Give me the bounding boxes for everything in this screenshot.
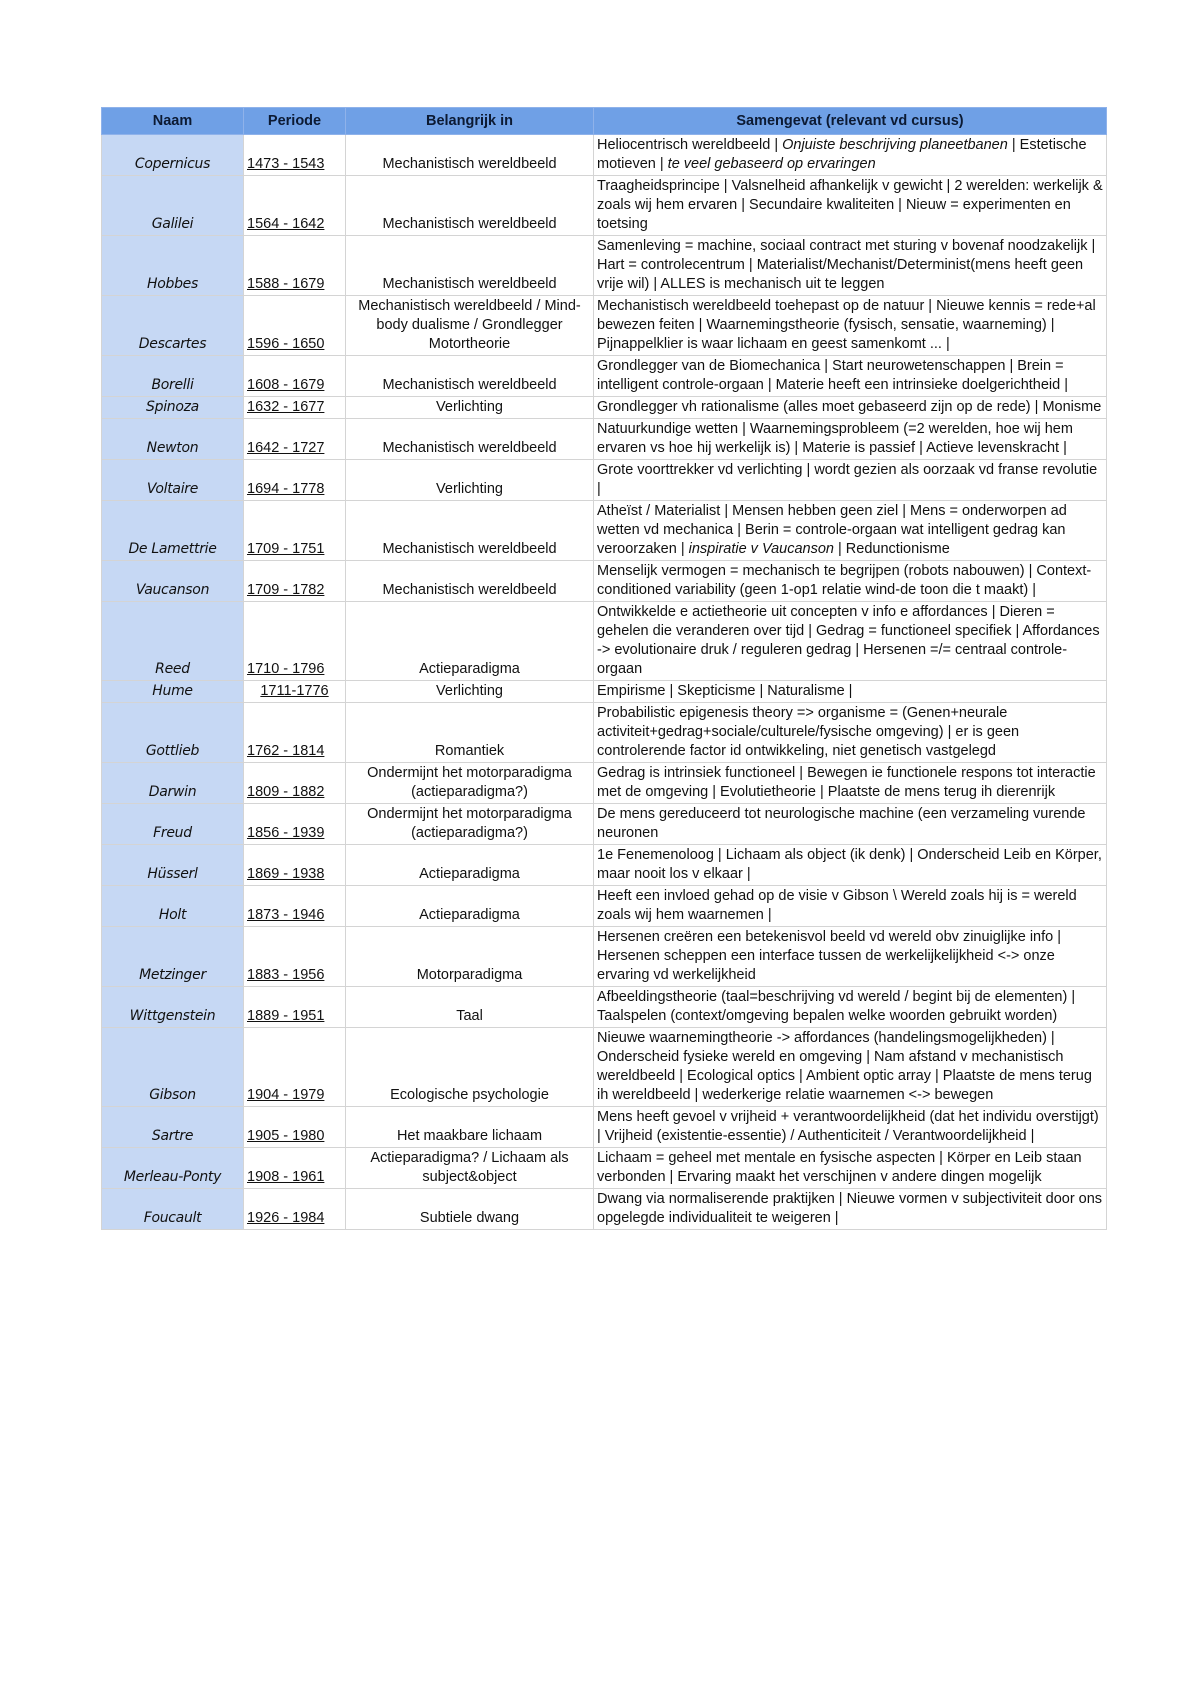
- belangrijk-in-cell: Actieparadigma? / Lichaam als subject&object: [346, 1148, 594, 1189]
- samengevat-text: Mens heeft gevoel v vrijheid + verantwoordelijkheid (dat het individu overstijgt) | Vrijheid (existentie-essentie) / Authenticiteit / Verantwoordelijkheid |: [597, 1109, 1099, 1144]
- naam-cell: Vaucanson: [102, 561, 244, 602]
- belangrijk-in-cell: Motorparadigma: [346, 927, 594, 987]
- naam-cell: Gottlieb: [102, 703, 244, 763]
- samengevat-text: Grondlegger van de Biomechanica | Start neurowetenschappen | Brein = intelligent controle-orgaan | Materie heeft een intrinsieke doelgerichtheid |: [597, 358, 1069, 393]
- belangrijk-in-cell: Actieparadigma: [346, 602, 594, 681]
- samengevat-cell: [594, 419, 1107, 460]
- naam-cell: Gibson: [102, 1028, 244, 1107]
- naam-cell: Holt: [102, 886, 244, 927]
- samengevat-text: Dwang via normaliserende praktijken | Nieuwe vormen v subjectiviteit door ons opgelegde individualiteit te weigeren |: [597, 1191, 1103, 1226]
- samengevat-cell: [594, 356, 1107, 397]
- samengevat-cell: [594, 1107, 1107, 1148]
- table-row: [102, 987, 1107, 1028]
- samengevat-cell: [594, 987, 1107, 1028]
- periode-cell: 1564 - 1642: [244, 176, 346, 236]
- samengevat-cell: [594, 1148, 1107, 1189]
- samengevat-cell: [594, 763, 1107, 804]
- periode-cell: 1889 - 1951: [244, 987, 346, 1028]
- naam-cell: Borelli: [102, 356, 244, 397]
- samengevat-text: De mens gereduceerd tot neurologische machine (een verzameling vurende neuronen: [597, 806, 1086, 841]
- belangrijk-in-cell: Romantiek: [346, 703, 594, 763]
- samengevat-cell: [594, 845, 1107, 886]
- samengevat-text: Grondlegger vh rationalisme (alles moet gebaseerd zijn op de rede) | Monisme: [597, 399, 1102, 415]
- periode-cell: 1709 - 1782: [244, 561, 346, 602]
- table-row: [102, 1028, 1107, 1107]
- periode-cell: 1694 - 1778: [244, 460, 346, 501]
- table-row: [102, 176, 1107, 236]
- samengevat-cell: [594, 296, 1107, 356]
- philosophers-table: [101, 107, 1107, 1230]
- table-row: [102, 501, 1107, 561]
- table-row: [102, 561, 1107, 602]
- belangrijk-in-cell: Taal: [346, 987, 594, 1028]
- belangrijk-in-cell: Mechanistisch wereldbeeld / Mind-body dualisme / Grondlegger Motortheorie: [346, 296, 594, 356]
- naam-cell: Copernicus: [102, 135, 244, 176]
- belangrijk-in-cell: Mechanistisch wereldbeeld: [346, 236, 594, 296]
- periode-cell: 1762 - 1814: [244, 703, 346, 763]
- samengevat-text: Probabilistic epigenesis theory => organisme = (Genen+neurale activiteit+gedrag+sociale/culturele/fysische omgeving) | er is geen controlerende factor id ontwikkeling, niet genetisch vastgelegd: [597, 705, 1020, 759]
- periode-cell: 1473 - 1543: [244, 135, 346, 176]
- table-row: [102, 804, 1107, 845]
- samengevat-text: Natuurkundige wetten | Waarnemingsprobleem (=2 werelden, hoe wij hem ervaren vs hoe hij werkelijk is) | Materie is passief | Actieve levenskracht |: [597, 421, 1073, 456]
- samengevat-text: Gedrag is intrinsiek functioneel | Bewegen ie functionele respons tot interactie met de omgeving | Evolutietheorie | Plaatste de mens terug ih dierenrijk: [597, 765, 1096, 800]
- header-periode: Periode: [244, 108, 346, 135]
- table-row: [102, 703, 1107, 763]
- naam-cell: Spinoza: [102, 397, 244, 419]
- header-naam: Naam: [102, 108, 244, 135]
- periode-cell: 1710 - 1796: [244, 602, 346, 681]
- periode-cell: 1809 - 1882: [244, 763, 346, 804]
- belangrijk-in-cell: Het maakbare lichaam: [346, 1107, 594, 1148]
- belangrijk-in-cell: Mechanistisch wereldbeeld: [346, 501, 594, 561]
- naam-cell: Galilei: [102, 176, 244, 236]
- table-row: [102, 397, 1107, 419]
- belangrijk-in-cell: Verlichting: [346, 460, 594, 501]
- samengevat-text: Menselijk vermogen = mechanisch te begrijpen (robots nabouwen) | Context-conditioned variability (geen 1-op1 relatie wind-de toon die t maakt) |: [597, 563, 1092, 598]
- belangrijk-in-cell: Mechanistisch wereldbeeld: [346, 176, 594, 236]
- samengevat-text: Heeft een invloed gehad op de visie v Gibson \ Wereld zoals hij is = wereld zoals wij hem waarnemen |: [597, 888, 1077, 923]
- samengevat-text: Samenleving = machine, sociaal contract met sturing v bovenaf noodzakelijk | Hart = controlecentrum | Materialist/Mechanist/Determinist(mens heeft geen vrije wil) | ALLES is mechanisch uit te leggen: [597, 238, 1096, 292]
- periode-cell: 1905 - 1980: [244, 1107, 346, 1148]
- belangrijk-in-cell: Verlichting: [346, 397, 594, 419]
- samengevat-text: Grote voorttrekker vd verlichting | wordt gezien als oorzaak vd franse revolutie |: [597, 462, 1098, 497]
- samengevat-text: Empirisme | Skepticisme | Naturalisme |: [597, 683, 853, 699]
- belangrijk-in-cell: Verlichting: [346, 681, 594, 703]
- table-row: [102, 602, 1107, 681]
- naam-cell: Metzinger: [102, 927, 244, 987]
- belangrijk-in-cell: Mechanistisch wereldbeeld: [346, 419, 594, 460]
- samengevat-text: Mechanistisch wereldbeeld toehepast op de natuur | Nieuwe kennis = rede+al bewezen feiten | Waarnemingstheorie (fysisch, sensatie, waarneming) | Pijnappelklier is waar lichaam en geest samenkomt ... |: [597, 298, 1096, 352]
- samengevat-text: Lichaam = geheel met mentale en fysische aspecten | Körper en Leib staan verbonden | Ervaring maakt het verschijnen v andere dingen mogelijk: [597, 1150, 1082, 1185]
- periode-cell: 1869 - 1938: [244, 845, 346, 886]
- belangrijk-in-cell: Mechanistisch wereldbeeld: [346, 561, 594, 602]
- samengevat-cell: [594, 1028, 1107, 1107]
- naam-cell: Hume: [102, 681, 244, 703]
- samengevat-cell: [594, 501, 1107, 561]
- table-row: [102, 135, 1107, 176]
- samengevat-italic-text: inspiratie v Vaucanson: [688, 541, 834, 557]
- samengevat-cell: [594, 561, 1107, 602]
- samengevat-italic-text: te veel gebaseerd op ervaringen: [667, 156, 876, 172]
- samengevat-cell: [594, 804, 1107, 845]
- samengevat-text: | Estetische motieven |: [597, 137, 1087, 172]
- samengevat-text: Afbeeldingstheorie (taal=beschrijving vd wereld / begint bij de elementen) | Taalspelen (context/omgeving bepalen welke woorden gebruikt worden): [597, 989, 1076, 1024]
- belangrijk-in-cell: Subtiele dwang: [346, 1189, 594, 1230]
- periode-cell: 1596 - 1650: [244, 296, 346, 356]
- samengevat-text: Traagheidsprincipe | Valsnelheid afhankelijk v gewicht | 2 werelden: werkelijk & zoals wij hem ervaren | Secundaire kwaliteiten | Nieuw = experimenten en toetsing: [597, 178, 1103, 232]
- naam-cell: Wittgenstein: [102, 987, 244, 1028]
- periode-cell: 1904 - 1979: [244, 1028, 346, 1107]
- header-belangrijk-in: Belangrijk in: [346, 108, 594, 135]
- periode-cell: 1632 - 1677: [244, 397, 346, 419]
- table-row: [102, 1189, 1107, 1230]
- periode-cell: 1642 - 1727: [244, 419, 346, 460]
- belangrijk-in-cell: Actieparadigma: [346, 886, 594, 927]
- belangrijk-in-cell: Ondermijnt het motorparadigma (actieparadigma?): [346, 763, 594, 804]
- periode-cell: 1588 - 1679: [244, 236, 346, 296]
- samengevat-text: Ontwikkelde e actietheorie uit concepten v info e affordances | Dieren = gehelen die veranderen over tijd | Gedrag = functioneel specifiek | Affordances -> evolutionaire druk / reguleren gedrag | Hersenen =/= centraal controle-orgaan: [597, 604, 1100, 677]
- samengevat-cell: [594, 681, 1107, 703]
- belangrijk-in-cell: Actieparadigma: [346, 845, 594, 886]
- table-row: [102, 927, 1107, 987]
- naam-cell: Merleau-Ponty: [102, 1148, 244, 1189]
- belangrijk-in-cell: Mechanistisch wereldbeeld: [346, 135, 594, 176]
- samengevat-italic-text: Onjuiste beschrijving planeetbanen: [782, 137, 1008, 153]
- samengevat-cell: [594, 460, 1107, 501]
- periode-cell: 1926 - 1984: [244, 1189, 346, 1230]
- samengevat-text: Heliocentrisch wereldbeeld |: [597, 137, 783, 153]
- naam-cell: Hüsserl: [102, 845, 244, 886]
- table-row: [102, 356, 1107, 397]
- naam-cell: Foucault: [102, 1189, 244, 1230]
- samengevat-text: Atheïst / Materialist | Mensen hebben geen ziel | Mens = onderworpen ad wetten vd mechanica | Berin = controle-orgaan wat intelligent gedrag kan veroorzaken |: [597, 503, 1067, 557]
- periode-cell: 1711-1776: [244, 681, 346, 703]
- naam-cell: Sartre: [102, 1107, 244, 1148]
- naam-cell: Reed: [102, 602, 244, 681]
- header-row: [102, 108, 1107, 135]
- naam-cell: De Lamettrie: [102, 501, 244, 561]
- table-row: [102, 236, 1107, 296]
- table-row: [102, 419, 1107, 460]
- table-row: [102, 681, 1107, 703]
- periode-cell: 1908 - 1961: [244, 1148, 346, 1189]
- table-row: [102, 296, 1107, 356]
- table-row: [102, 763, 1107, 804]
- table-row: [102, 1148, 1107, 1189]
- samengevat-cell: [594, 1189, 1107, 1230]
- periode-cell: 1873 - 1946: [244, 886, 346, 927]
- samengevat-cell: [594, 602, 1107, 681]
- samengevat-cell: [594, 927, 1107, 987]
- periode-cell: 1608 - 1679: [244, 356, 346, 397]
- samengevat-cell: [594, 135, 1107, 176]
- periode-cell: 1709 - 1751: [244, 501, 346, 561]
- belangrijk-in-cell: Mechanistisch wereldbeeld: [346, 356, 594, 397]
- naam-cell: Newton: [102, 419, 244, 460]
- table-row: [102, 886, 1107, 927]
- samengevat-cell: [594, 236, 1107, 296]
- samengevat-text: 1e Fenemenoloog | Lichaam als object (ik denk) | Onderscheid Leib en Körper, maar nooit los v elkaar |: [597, 847, 1102, 882]
- naam-cell: Voltaire: [102, 460, 244, 501]
- naam-cell: Descartes: [102, 296, 244, 356]
- samengevat-text: | Redunctionisme: [833, 541, 950, 557]
- samengevat-cell: [594, 176, 1107, 236]
- samengevat-text: Hersenen creëren een betekenisvol beeld vd wereld obv zinuiglijke info | Hersenen scheppen een interface tussen de werkelijkelijkheid <-> onze ervaring vd werkelijkheid: [597, 929, 1062, 983]
- samengevat-cell: [594, 703, 1107, 763]
- table-row: [102, 460, 1107, 501]
- naam-cell: Darwin: [102, 763, 244, 804]
- periode-cell: 1856 - 1939: [244, 804, 346, 845]
- samengevat-cell: [594, 886, 1107, 927]
- naam-cell: Freud: [102, 804, 244, 845]
- naam-cell: Hobbes: [102, 236, 244, 296]
- samengevat-cell: [594, 397, 1107, 419]
- header-samengevat: Samengevat (relevant vd cursus): [594, 108, 1107, 135]
- table-row: [102, 1107, 1107, 1148]
- periode-cell: 1883 - 1956: [244, 927, 346, 987]
- samengevat-text: Nieuwe waarnemingtheorie -> affordances (handelingsmogelijkheden) | Onderscheid fysieke wereld en omgeving | Nam afstand v mechanistisch wereldbeeld | Ecological optics | Ambient optic array | Plaatste de mens terug ih wereldbeeld | wederkerige relatie waarnemen <-> bewegen: [597, 1030, 1092, 1103]
- belangrijk-in-cell: Ondermijnt het motorparadigma (actieparadigma?): [346, 804, 594, 845]
- table-row: [102, 845, 1107, 886]
- belangrijk-in-cell: Ecologische psychologie: [346, 1028, 594, 1107]
